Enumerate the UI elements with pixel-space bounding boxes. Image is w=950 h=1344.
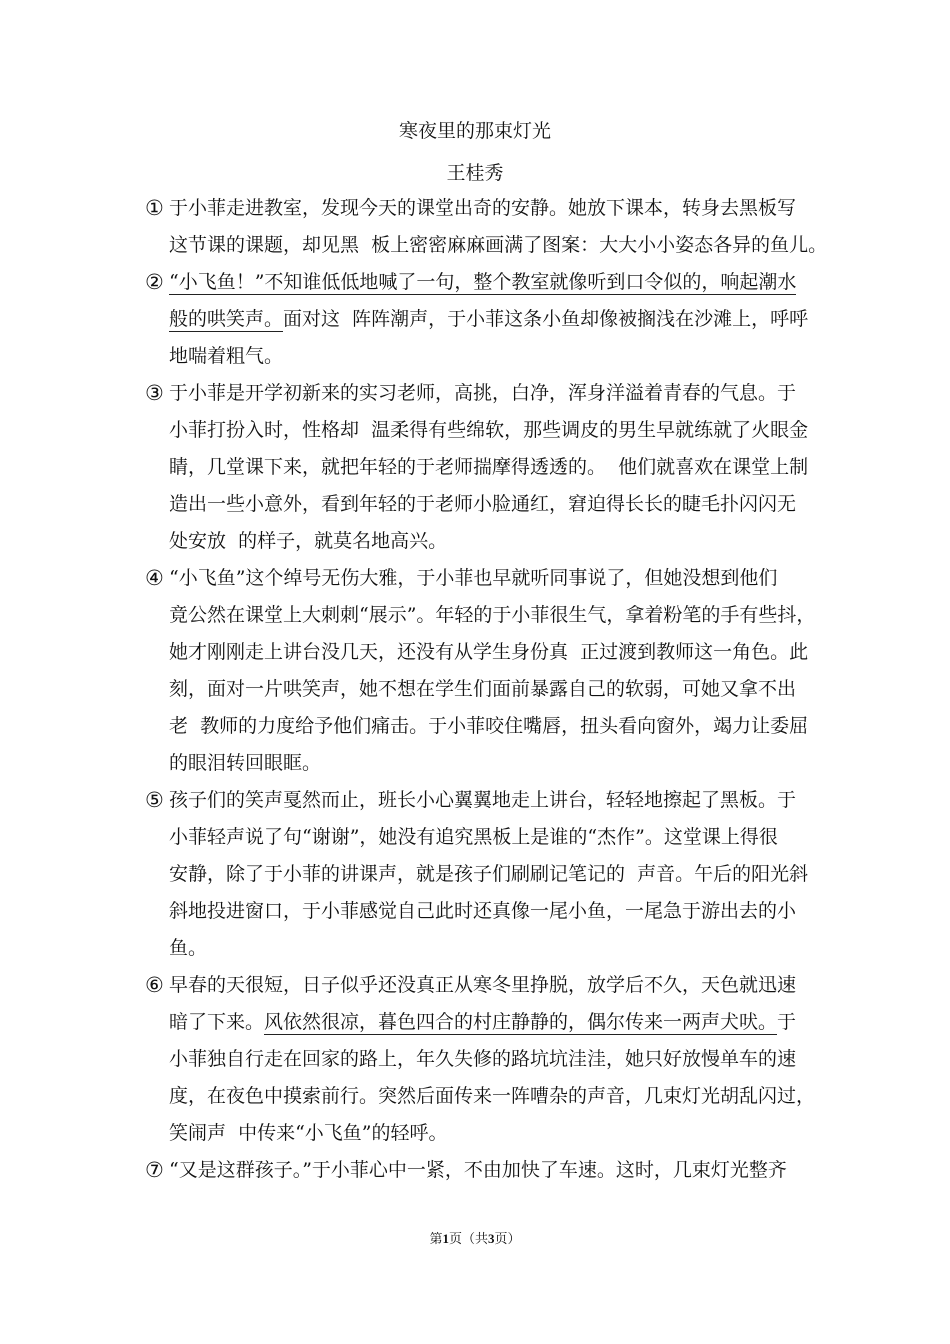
text-line [169, 597, 815, 634]
paragraph [145, 782, 810, 967]
text-segment: 的眼泪转回眼眶。 [169, 752, 322, 774]
text-line [169, 301, 810, 338]
text-segment: 早春的天很短，日子似乎还没真正从寒冬里挣脱，放学后不久，天色就迅速 [169, 974, 797, 996]
text-line [169, 190, 827, 227]
text-line [169, 1115, 815, 1152]
text-line [169, 708, 815, 745]
article-body [145, 190, 828, 1189]
text-line [169, 856, 810, 893]
underlined-text: 般的哄笑声。 [169, 308, 284, 330]
text-segment: 地喘着粗气。 [169, 345, 284, 367]
footer-mid: 页（共 [448, 1231, 488, 1246]
text-line [169, 1041, 815, 1078]
text-line [169, 227, 827, 264]
footer-post: 页） [494, 1231, 521, 1246]
text-line [169, 412, 810, 449]
text-line [169, 264, 810, 301]
text-segment: 暗了下来。 [169, 1011, 265, 1033]
text-segment: 她才刚刚走上讲台没几天，还没有从学生身份真 正过渡到教师这一角色。此 [169, 641, 809, 663]
paragraph-number: ② [145, 270, 164, 294]
paragraph [145, 1152, 810, 1189]
text-segment: 小菲独自行走在回家的路上，年久失修的路坑坑洼洼，她只好放慢单车的速 [169, 1048, 797, 1070]
paragraph-text [169, 375, 810, 560]
text-segment: 斜地投进窗口，于小菲感觉自己此时还真像一尾小鱼，一尾急于游出去的小 [169, 900, 797, 922]
text-segment: 于 [777, 1011, 797, 1033]
paragraph [145, 264, 810, 375]
underlined-text: 风依然很凉，暮色四合的村庄静静的，偶尔传来一两声犬吠。 [264, 1011, 778, 1033]
text-segment: 小菲打扮入时，性格却 温柔得有些绵软，那些调皮的男生早就练就了火眼金 [169, 419, 809, 441]
text-segment: 小菲轻声说了句“谢谢”，她没有追究黑板上是谁的“杰作”。这堂课上得很 [169, 826, 778, 848]
text-segment: 于小菲是开学初新来的实习老师，高挑，白净，浑身洋溢着青春的气息。于 [169, 382, 797, 404]
text-line [169, 1078, 815, 1115]
footer-page-number: 1 [442, 1231, 449, 1246]
paragraph-text [169, 264, 810, 375]
text-segment: “小飞鱼”这个绰号无伤大雅，于小菲也早就听同事说了，但她没想到他们 [169, 567, 778, 589]
article-title: 寒夜里的那束灯光 [398, 120, 551, 142]
text-segment: 于小菲走进教室，发现今天的课堂出奇的安静。她放下课本，转身去黑板写 [169, 197, 797, 219]
text-line [169, 1004, 815, 1041]
paragraph-text [169, 560, 815, 782]
paragraph-text [169, 190, 827, 264]
paragraph-text [169, 782, 810, 967]
paragraph-number: ⑥ [145, 973, 164, 997]
paragraph-number: ① [145, 196, 164, 220]
paragraph [145, 560, 816, 782]
text-segment: 处安放 的样子，就莫名地高兴。 [169, 530, 448, 552]
footer-pre: 第 [429, 1231, 443, 1246]
underlined-text: “小飞鱼！”不知谁低低地喊了一句，整个教室就像听到口令似的，响起潮水 [169, 271, 797, 293]
paragraph-text [169, 967, 815, 1152]
paragraph [145, 190, 828, 264]
text-segment: 老 教师的力度给予他们痛击。于小菲咬住嘴唇，扭头看向窗外，竭力让委屈 [169, 715, 809, 737]
text-segment: 安静，除了于小菲的讲课声，就是孩子们刷刷记笔记的 声音。午后的阳光斜 [169, 863, 809, 885]
text-line [169, 745, 815, 782]
text-line [169, 819, 810, 856]
article-author: 王桂秀 [446, 162, 504, 184]
text-line [169, 486, 810, 523]
text-line [169, 967, 815, 1004]
paragraph-number: ⑤ [145, 788, 164, 812]
text-line [169, 449, 810, 486]
text-segment: 竟公然在课堂上大刺刺“展示”。年轻的于小菲很生气，拿着粉笔的手有些抖， [169, 604, 816, 626]
text-line [169, 782, 810, 819]
text-line [169, 634, 815, 671]
text-line [169, 338, 810, 375]
text-line [169, 930, 810, 967]
paragraph-number: ③ [145, 381, 164, 405]
paragraph-text [169, 1152, 810, 1189]
text-segment: 这节课的课题，却见黑 板上密密麻麻画满了图案：大大小小姿态各异的鱼儿。 [169, 234, 828, 256]
text-line [169, 523, 810, 560]
text-line [169, 560, 815, 597]
text-segment: 刻，面对一片哄笑声，她不想在学生们面前暴露自己的软弱，可她又拿不出 [169, 678, 797, 700]
text-line [169, 893, 810, 930]
text-segment: 鱼。 [169, 937, 208, 959]
text-line [169, 1152, 810, 1189]
text-segment: “又是这群孩子。”于小菲心中一紧，不由加快了车速。这时，几束灯光整齐 [169, 1159, 787, 1181]
page-footer [0, 1229, 950, 1249]
text-segment: 造出一些小意外，看到年轻的于老师小脸通红，窘迫得长长的睫毛扑闪闪无 [169, 493, 797, 515]
paragraph [145, 967, 816, 1152]
text-segment: 睛，几堂课下来，就把年轻的于老师揣摩得透透的。 他们就喜欢在课堂上制 [169, 456, 809, 478]
text-line [169, 375, 810, 412]
text-segment: 孩子们的笑声戛然而止，班长小心翼翼地走上讲台，轻轻地擦起了黑板。于 [169, 789, 797, 811]
paragraph-number: ⑦ [145, 1158, 164, 1182]
text-segment: 笑闹声 中传来“小飞鱼”的轻呼。 [169, 1122, 448, 1144]
paragraph [145, 375, 810, 560]
text-segment: 度，在夜色中摸索前行。突然后面传来一阵嘈杂的声音，几束灯光胡乱闪过， [169, 1085, 816, 1107]
footer-total-pages: 3 [488, 1231, 495, 1246]
paragraph-number: ④ [145, 566, 164, 590]
text-line [169, 671, 815, 708]
text-segment: 面对这 阵阵潮声，于小菲这条小鱼却像被搁浅在沙滩上，呼呼 [283, 308, 809, 330]
